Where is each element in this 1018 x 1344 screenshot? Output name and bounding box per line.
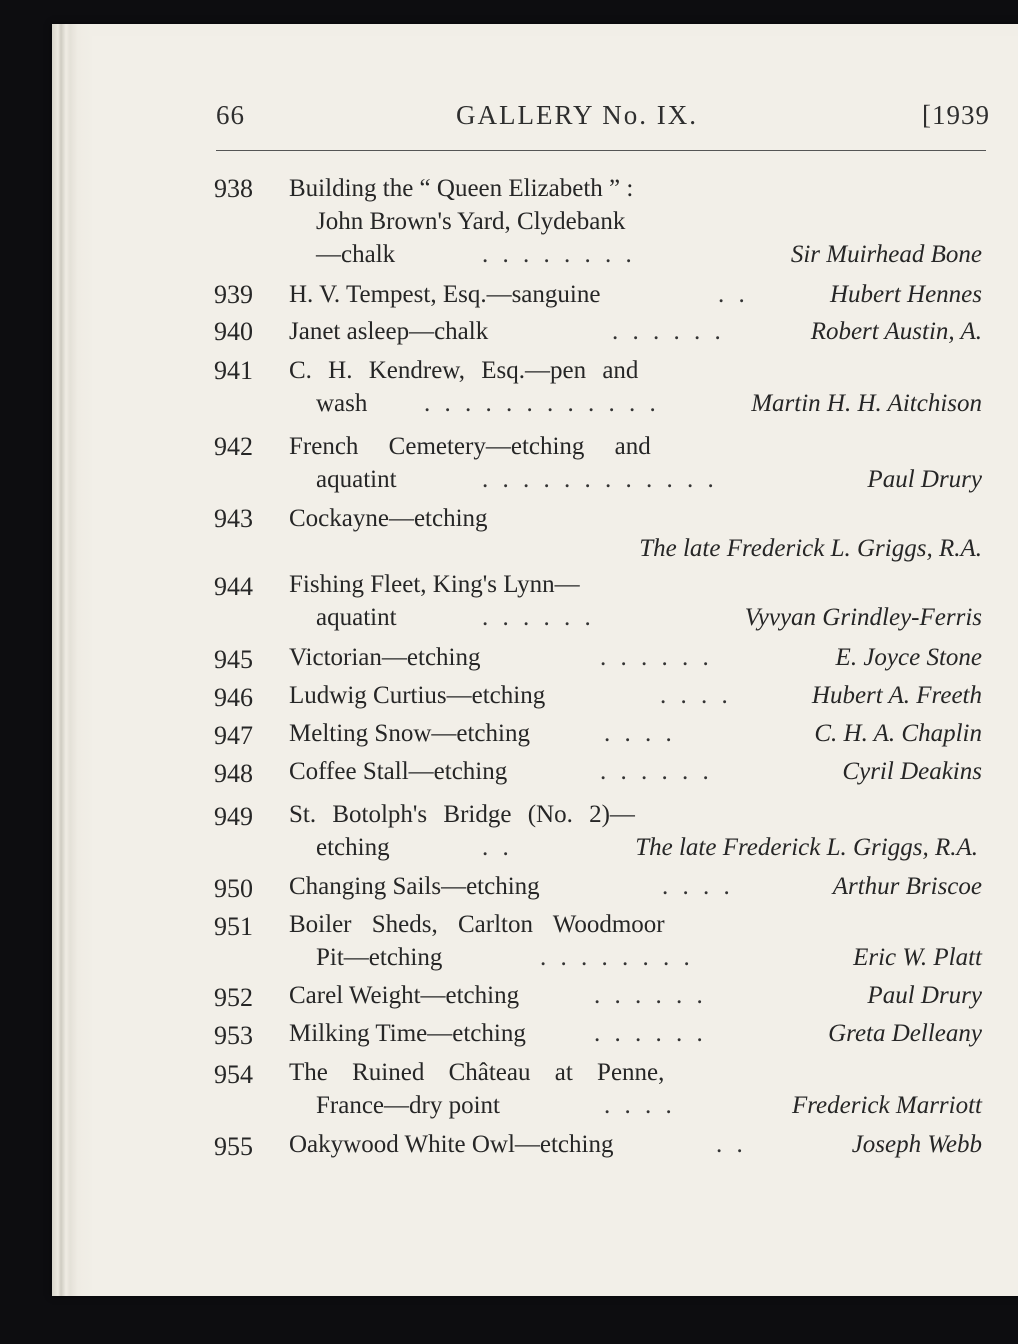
entry-number: 940 [214, 317, 253, 346]
entry-artist: Vyvyan Grindley-Ferris [744, 604, 982, 631]
page-number: 66 [216, 100, 245, 130]
entry-artist: E. Joyce Stone [835, 644, 982, 671]
entry-artist: Frederick Marriott [791, 1092, 982, 1119]
year-label: [1939 [922, 100, 990, 130]
entry-number: 954 [214, 1060, 253, 1089]
entry-title: The Ruined Château at Penne, [289, 1059, 665, 1086]
entry-artist: Cyril Deakins [842, 758, 982, 785]
leader-dots: . . . . [604, 1092, 676, 1119]
entry-title: Changing Sails—etching [289, 873, 540, 900]
header-rule [216, 150, 986, 151]
entry-artist: Hubert A. Freeth [811, 682, 982, 709]
entry-number: 947 [214, 721, 253, 750]
entry-number: 944 [214, 572, 253, 601]
entry-artist: Hubert Hennes [829, 281, 982, 308]
entry-title: Boiler Sheds, Carlton Woodmoor [289, 911, 665, 938]
leader-dots: . . . . [660, 682, 732, 709]
entry-title: Milking Time—etching [289, 1020, 526, 1047]
entry-number: 949 [214, 802, 253, 831]
leader-dots: . . . . . . [482, 604, 595, 631]
entry-number: 951 [214, 912, 253, 941]
entry-artist: Eric W. Platt [853, 944, 982, 971]
page-header [0, 100, 1018, 136]
entry-artist: The late Frederick L. Griggs, R.A. [635, 834, 978, 861]
entry-title-continued: aquatint [316, 604, 397, 631]
entry-artist: The late Frederick L. Griggs, R.A. [639, 535, 982, 562]
entry-number: 952 [214, 983, 253, 1012]
entry-title: C. H. Kendrew, Esq.—pen and [289, 357, 639, 384]
entry-artist: Martin H. H. Aitchison [751, 390, 982, 417]
entry-title-continued: aquatint [316, 466, 397, 493]
entry-title: French Cemetery—etching and [289, 433, 651, 460]
entry-number: 945 [214, 645, 253, 674]
leader-dots: . . . . . . [594, 982, 707, 1009]
entry-number: 939 [214, 280, 253, 309]
entry-number: 941 [214, 356, 253, 385]
leader-dots: . . . . . . [612, 318, 725, 345]
entry-title: Coffee Stall—etching [289, 758, 508, 785]
entry-title: St. Botolph's Bridge (No. 2)— [289, 801, 635, 828]
leader-dots: . . [716, 1131, 747, 1158]
entry-number: 943 [214, 504, 253, 533]
entry-artist: Greta Delleany [828, 1020, 982, 1047]
entry-title-continued: Pit—etching [316, 944, 443, 971]
entry-number: 950 [214, 874, 253, 903]
leader-dots: . . [482, 834, 513, 861]
entry-title-continued: wash [316, 390, 368, 417]
entry-number: 938 [214, 174, 253, 203]
entry-title-continued: John Brown's Yard, Clydebank [316, 208, 626, 235]
leader-dots: . . . . [604, 720, 676, 747]
leader-dots: . . . . . . [600, 644, 713, 671]
leader-dots: . . [718, 281, 749, 308]
entry-artist: Paul Drury [867, 466, 982, 493]
entry-artist: Robert Austin, A. [810, 318, 982, 345]
entry-number: 955 [214, 1132, 253, 1161]
entry-title: Fishing Fleet, King's Lynn— [289, 571, 580, 598]
entry-title: H. V. Tempest, Esq.—sanguine [289, 281, 601, 308]
entry-number: 948 [214, 759, 253, 788]
entry-number: 946 [214, 683, 253, 712]
leader-dots: . . . . . . . . [540, 944, 694, 971]
gallery-title: GALLERY No. IX. [456, 100, 698, 130]
entry-title: Oakywood White Owl—etching [289, 1131, 614, 1158]
leader-dots: . . . . . . . . . . . . [424, 390, 660, 417]
entry-title: Victorian—etching [289, 644, 481, 671]
leader-dots: . . . . [662, 873, 734, 900]
entry-artist: Joseph Webb [851, 1131, 982, 1158]
entry-artist: Sir Muirhead Bone [790, 241, 982, 268]
entry-artist: Arthur Briscoe [832, 873, 982, 900]
entry-title-continued: France—dry point [316, 1092, 500, 1119]
entry-title: Carel Weight—etching [289, 982, 520, 1009]
leader-dots: . . . . . . . . [482, 241, 636, 268]
entry-medium: —chalk [316, 241, 396, 268]
entry-number: 953 [214, 1021, 253, 1050]
entry-title: Ludwig Curtius—etching [289, 682, 546, 709]
entry-number: 942 [214, 432, 253, 461]
leader-dots: . . . . . . [600, 758, 713, 785]
leader-dots: . . . . . . . . . . . . [482, 466, 718, 493]
entry-title-continued: etching [316, 834, 390, 861]
entry-title: Building the “ Queen Elizabeth ” : [289, 175, 634, 202]
leader-dots: . . . . . . [594, 1020, 707, 1047]
entry-artist: Paul Drury [867, 982, 982, 1009]
entry-title: Janet asleep—chalk [289, 318, 489, 345]
entry-artist: C. H. A. Chaplin [814, 720, 982, 747]
entry-title: Melting Snow—etching [289, 720, 530, 747]
entry-title: Cockayne—etching [289, 505, 488, 532]
